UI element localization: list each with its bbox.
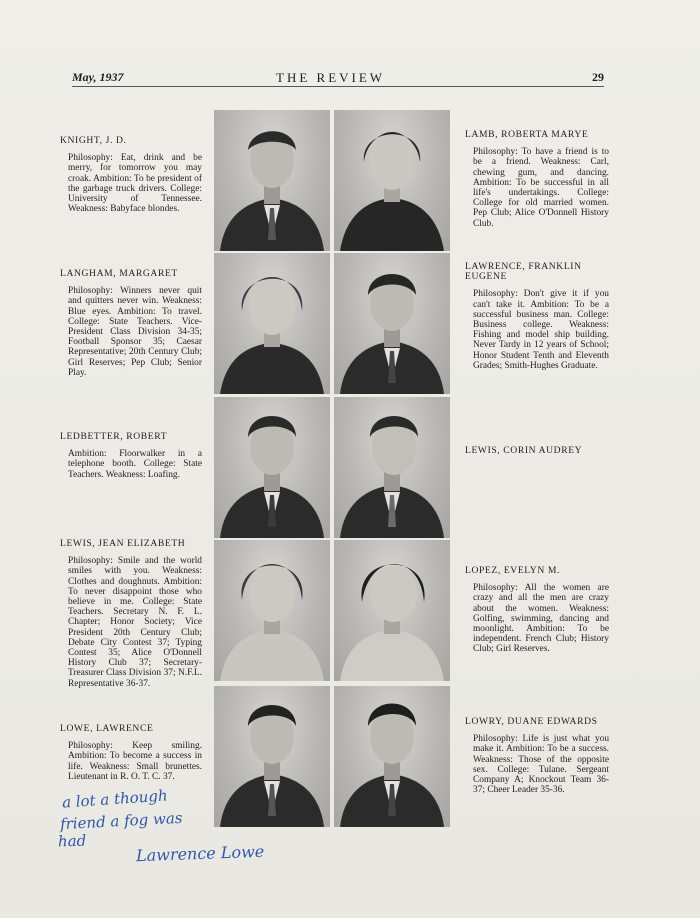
handwriting-line: had (57, 831, 87, 851)
handwritten-signature: Lawrence Lowe (135, 841, 265, 866)
student-bio: Philosophy: All the women are crazy and all the men are crazy about the women. Weakness: Golfing, swimming, dancing and moonlight. Ambition: To be independent. French Club; History Club; Girl Reserves. (473, 583, 609, 655)
page-header (72, 70, 604, 86)
student-entry-lewis-corin (465, 446, 609, 463)
student-entry-lawrence (465, 262, 609, 371)
student-entry-lamb (465, 130, 609, 229)
student-bio: Philosophy: Smile and the world smiles with you. Weakness: Clothes and doughnuts. Ambition: To never disappoint those who believe in me. College: State Teachers. Secretary N. F. L. Chapter; Honor Society; Vice President 20th Century Club; Debate City Contest 37; Typing Contest 35; Alice O'Donnell History Club 37; Secretary-Treasurer Class Division 37; N.F.L. Representative 36-37. (68, 556, 202, 689)
portrait-photo-lawrence (334, 253, 450, 394)
student-bio: Philosophy: Winners never quit and quitters never win. Weakness: Blue eyes. Ambition: To travel. College: State Teachers. Vice-President Class Division 34-35; Football Sponsor 35; Caesar Representative; 20th Century Club; Girl Reserves; Pep Club; Senior Play. (68, 286, 202, 378)
handwritten-inscription (57, 786, 348, 880)
student-name: LOWRY, DUANE EDWARDS (465, 716, 598, 727)
student-name: LOWE, LAWRENCE (60, 723, 154, 734)
student-bio: Philosophy: Keep smiling. Ambition: To become a success in life. Weakness: Small brunettes. Lieutenant in R. O. T. C. 37. (68, 741, 202, 782)
student-name: KNIGHT, J. D. (60, 135, 127, 146)
portrait-photo-lowry (334, 686, 450, 827)
student-entry-langham (60, 269, 202, 378)
student-bio: Philosophy: To have a friend is to be a friend. Weakness: Carl, chewing gum, and dancing. Ambition: To be successful in all life's undertakings. College: College for old married women. Pep Club; Alice O'Donnell History Club. (473, 147, 609, 229)
student-bio: Philosophy: Eat, drink and be merry, for tomorrow you may croak. Ambition: To be president of the garbage truck drivers. College: University of Tennessee. Weakness: Babyface blondes. (68, 153, 202, 215)
student-entry-lowe (60, 724, 202, 782)
student-name: LOPEZ, EVELYN M. (465, 565, 560, 576)
portrait-photo-lopez (334, 540, 450, 681)
student-name: LEWIS, JEAN ELIZABETH (60, 538, 186, 549)
student-name: LEDBETTER, ROBERT (60, 431, 168, 442)
handwriting-line: friend a fog was (59, 808, 183, 834)
student-bio: Philosophy: Don't give it if you can't take it. Ambition: To be a successful business man. College: Business college. Weakness: Fishing and model ship building. Never Tardy in 12 years of School; Honor Student Tenth and Eleventh Grades; Smith-Hughes Graduate. (473, 289, 609, 371)
student-bio: Ambition: Floorwalker in a telephone booth. College: State Teachers. Weakness: Loafing. (68, 449, 202, 480)
student-name: LAWRENCE, FRANKLIN EUGENE (465, 261, 582, 283)
student-name: LANGHAM, MARGARET (60, 268, 178, 279)
student-bio: Philosophy: Life is just what you make it. Ambition: To be a success. Weakness: Those of the opposite sex. College: Tulane. Sergeant Company A; Knockout Team 36-37; Cheer Leader 35-36. (473, 734, 609, 796)
portrait-photo-lewis-jean (214, 540, 330, 681)
student-entry-lowry (465, 717, 609, 795)
portrait-photo-lamb (334, 110, 450, 251)
student-name: LAMB, ROBERTA MARYE (465, 129, 589, 140)
student-entry-knight (60, 136, 202, 214)
portrait-photo-ledbetter (214, 397, 330, 538)
student-name: LEWIS, CORIN AUDREY (465, 445, 583, 456)
student-entry-lewis-jean (60, 539, 202, 689)
issue-date: May, 1937 (72, 70, 124, 84)
handwriting-line: a lot a though (61, 786, 169, 812)
portrait-photo-langham (214, 253, 330, 394)
publication-title: THE REVIEW (276, 70, 386, 85)
portrait-photo-knight (214, 110, 330, 251)
portrait-photo-lewis-corin (334, 397, 450, 538)
student-entry-ledbetter (60, 432, 202, 480)
page-number: 29 (592, 70, 604, 84)
student-entry-lopez (465, 566, 609, 655)
header-rule (72, 86, 604, 87)
